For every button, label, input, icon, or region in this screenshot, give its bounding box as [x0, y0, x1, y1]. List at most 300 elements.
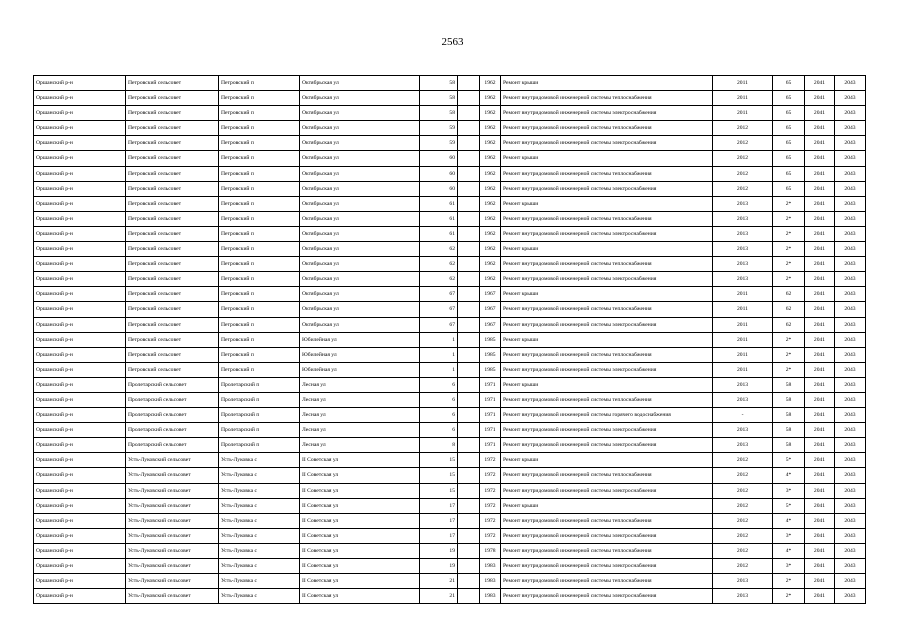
cell-plan: 2013 [713, 589, 773, 604]
table-row [34, 498, 866, 513]
cell-plan: 2012 [713, 136, 773, 151]
cell-work: Ремонт внутридомовой инженерной системы электроснабжения [501, 106, 713, 121]
cell-to: 2043 [835, 317, 866, 332]
cell-street: Октябрьская ул [300, 121, 420, 136]
cell-council: Пролетарский сельсовет [126, 438, 219, 453]
cell-locality: Петровский п [219, 91, 300, 106]
cell-age: 58 [773, 377, 805, 392]
cell-locality: Пролетарский п [219, 408, 300, 423]
cell-work: Ремонт крыши [501, 498, 713, 513]
cell-age: 62 [773, 302, 805, 317]
cell-to: 2043 [835, 453, 866, 468]
cell-from: 2041 [805, 196, 835, 211]
cell-work: Ремонт внутридомовой инженерной системы теплоснабжения [501, 121, 713, 136]
cell-house: 60 [420, 166, 458, 181]
cell-building [458, 226, 480, 241]
cell-to: 2043 [835, 438, 866, 453]
cell-plan: 2011 [713, 347, 773, 362]
cell-age: 3* [773, 528, 805, 543]
cell-work: Ремонт крыши [501, 453, 713, 468]
table-row [34, 513, 866, 528]
cell-locality: Петровский п [219, 302, 300, 317]
cell-from: 2041 [805, 589, 835, 604]
cell-to: 2043 [835, 408, 866, 423]
cell-district: Оршанский р-н [34, 589, 126, 604]
cell-plan: 2013 [713, 196, 773, 211]
cell-district: Оршанский р-н [34, 423, 126, 438]
cell-house: 6 [420, 377, 458, 392]
cell-district: Оршанский р-н [34, 302, 126, 317]
cell-locality: Пролетарский п [219, 392, 300, 407]
cell-work: Ремонт внутридомовой инженерной системы электроснабжения [501, 181, 713, 196]
cell-plan: 2012 [713, 151, 773, 166]
cell-built: 1972 [480, 483, 501, 498]
cell-building [458, 106, 480, 121]
cell-district: Оршанский р-н [34, 242, 126, 257]
cell-work: Ремонт внутридомовой инженерной системы теплоснабжения [501, 513, 713, 528]
cell-building [458, 151, 480, 166]
cell-house: 15 [420, 468, 458, 483]
cell-to: 2043 [835, 211, 866, 226]
cell-council: Петровский сельсовет [126, 302, 219, 317]
cell-street: Октябрьская ул [300, 136, 420, 151]
cell-street: Лесная ул [300, 408, 420, 423]
table-row [34, 242, 866, 257]
cell-work: Ремонт внутридомовой инженерной системы теплоснабжения [501, 543, 713, 558]
cell-built: 1962 [480, 272, 501, 287]
cell-to: 2043 [835, 166, 866, 181]
cell-locality: Петровский п [219, 151, 300, 166]
cell-locality: Петровский п [219, 332, 300, 347]
cell-locality: Усть-Луковка с [219, 483, 300, 498]
cell-age: 4* [773, 543, 805, 558]
cell-to: 2043 [835, 483, 866, 498]
cell-from: 2041 [805, 392, 835, 407]
cell-from: 2041 [805, 242, 835, 257]
cell-locality: Усть-Луковка с [219, 513, 300, 528]
cell-building [458, 287, 480, 302]
cell-district: Оршанский р-н [34, 106, 126, 121]
cell-council: Петровский сельсовет [126, 347, 219, 362]
cell-age: 2* [773, 272, 805, 287]
cell-built: 1971 [480, 377, 501, 392]
cell-building [458, 559, 480, 574]
cell-age: 5* [773, 453, 805, 468]
cell-plan: 2012 [713, 498, 773, 513]
cell-built: 1967 [480, 302, 501, 317]
cell-locality: Петровский п [219, 287, 300, 302]
cell-work: Ремонт крыши [501, 76, 713, 91]
cell-work: Ремонт внутридомовой инженерной системы теплоснабжения [501, 257, 713, 272]
table-row [34, 543, 866, 558]
cell-district: Оршанский р-н [34, 151, 126, 166]
cell-district: Оршанский р-н [34, 574, 126, 589]
table-row [34, 574, 866, 589]
cell-building [458, 528, 480, 543]
cell-from: 2041 [805, 151, 835, 166]
cell-to: 2043 [835, 302, 866, 317]
cell-locality: Усть-Луковка с [219, 574, 300, 589]
cell-built: 1971 [480, 392, 501, 407]
cell-work: Ремонт внутридомовой инженерной системы теплоснабжения [501, 392, 713, 407]
cell-house: 6 [420, 408, 458, 423]
cell-locality: Петровский п [219, 242, 300, 257]
cell-to: 2043 [835, 257, 866, 272]
cell-building [458, 392, 480, 407]
cell-plan: 2012 [713, 543, 773, 558]
cell-building [458, 347, 480, 362]
cell-building [458, 136, 480, 151]
cell-plan: 2011 [713, 332, 773, 347]
cell-building [458, 589, 480, 604]
cell-house: 1 [420, 347, 458, 362]
cell-district: Оршанский р-н [34, 483, 126, 498]
cell-from: 2041 [805, 76, 835, 91]
cell-locality: Петровский п [219, 226, 300, 241]
cell-work: Ремонт внутридомовой инженерной системы электроснабжения [501, 317, 713, 332]
cell-house: 67 [420, 287, 458, 302]
table-row [34, 468, 866, 483]
cell-built: 1983 [480, 589, 501, 604]
cell-built: 1962 [480, 166, 501, 181]
cell-council: Петровский сельсовет [126, 272, 219, 287]
cell-locality: Петровский п [219, 76, 300, 91]
cell-locality: Петровский п [219, 136, 300, 151]
cell-plan: 2012 [713, 483, 773, 498]
cell-age: 58 [773, 408, 805, 423]
cell-locality: Петровский п [219, 317, 300, 332]
table-row [34, 76, 866, 91]
cell-built: 1971 [480, 408, 501, 423]
cell-house: 15 [420, 453, 458, 468]
cell-district: Оршанский р-н [34, 392, 126, 407]
cell-work: Ремонт внутридомовой инженерной системы теплоснабжения [501, 166, 713, 181]
table-row [34, 106, 866, 121]
table-row [34, 377, 866, 392]
cell-built: 1962 [480, 242, 501, 257]
cell-locality: Петровский п [219, 196, 300, 211]
cell-locality: Петровский п [219, 211, 300, 226]
table-row [34, 392, 866, 407]
cell-built: 1972 [480, 513, 501, 528]
cell-age: 4* [773, 513, 805, 528]
cell-house: 19 [420, 543, 458, 558]
cell-street: Октябрьская ул [300, 91, 420, 106]
cell-district: Оршанский р-н [34, 226, 126, 241]
cell-building [458, 242, 480, 257]
cell-locality: Петровский п [219, 272, 300, 287]
cell-plan: 2013 [713, 242, 773, 257]
cell-council: Петровский сельсовет [126, 362, 219, 377]
cell-house: 1 [420, 362, 458, 377]
cell-age: 2* [773, 242, 805, 257]
cell-built: 1962 [480, 136, 501, 151]
cell-from: 2041 [805, 287, 835, 302]
cell-street: Октябрьская ул [300, 287, 420, 302]
cell-to: 2043 [835, 377, 866, 392]
cell-building [458, 257, 480, 272]
cell-locality: Петровский п [219, 257, 300, 272]
cell-plan: 2011 [713, 106, 773, 121]
cell-age: 65 [773, 76, 805, 91]
cell-building [458, 166, 480, 181]
cell-council: Усть-Луковский сельсовет [126, 498, 219, 513]
cell-age: 65 [773, 91, 805, 106]
cell-district: Оршанский р-н [34, 453, 126, 468]
cell-to: 2043 [835, 106, 866, 121]
cell-council: Петровский сельсовет [126, 106, 219, 121]
cell-from: 2041 [805, 136, 835, 151]
cell-locality: Пролетарский п [219, 377, 300, 392]
cell-work: Ремонт внутридомовой инженерной системы электроснабжения [501, 362, 713, 377]
cell-to: 2043 [835, 392, 866, 407]
table-row [34, 181, 866, 196]
cell-to: 2043 [835, 513, 866, 528]
cell-age: 65 [773, 121, 805, 136]
cell-locality: Усть-Луковка с [219, 498, 300, 513]
cell-house: 67 [420, 317, 458, 332]
cell-work: Ремонт внутридомовой инженерной системы теплоснабжения [501, 211, 713, 226]
cell-street: II Советская ул [300, 574, 420, 589]
cell-district: Оршанский р-н [34, 362, 126, 377]
cell-building [458, 211, 480, 226]
cell-from: 2041 [805, 181, 835, 196]
cell-building [458, 302, 480, 317]
cell-council: Петровский сельсовет [126, 332, 219, 347]
cell-district: Оршанский р-н [34, 287, 126, 302]
cell-council: Петровский сельсовет [126, 166, 219, 181]
cell-built: 1962 [480, 121, 501, 136]
cell-plan: 2013 [713, 257, 773, 272]
cell-council: Петровский сельсовет [126, 76, 219, 91]
cell-council: Петровский сельсовет [126, 196, 219, 211]
cell-house: 58 [420, 91, 458, 106]
cell-age: 3* [773, 559, 805, 574]
cell-to: 2043 [835, 559, 866, 574]
cell-from: 2041 [805, 211, 835, 226]
cell-district: Оршанский р-н [34, 181, 126, 196]
cell-council: Петровский сельсовет [126, 181, 219, 196]
table-body [34, 76, 866, 604]
cell-building [458, 181, 480, 196]
cell-built: 1985 [480, 347, 501, 362]
cell-from: 2041 [805, 121, 835, 136]
cell-house: 1 [420, 332, 458, 347]
cell-work: Ремонт внутридомовой инженерной системы электроснабжения [501, 136, 713, 151]
cell-street: Лесная ул [300, 438, 420, 453]
table-row [34, 528, 866, 543]
cell-to: 2043 [835, 574, 866, 589]
cell-house: 60 [420, 181, 458, 196]
cell-plan: 2012 [713, 166, 773, 181]
cell-district: Оршанский р-н [34, 332, 126, 347]
cell-building [458, 513, 480, 528]
cell-to: 2043 [835, 347, 866, 362]
cell-council: Петровский сельсовет [126, 136, 219, 151]
cell-house: 62 [420, 257, 458, 272]
cell-council: Усть-Луковский сельсовет [126, 543, 219, 558]
cell-work: Ремонт внутридомовой инженерной системы электроснабжения [501, 559, 713, 574]
cell-locality: Усть-Луковка с [219, 468, 300, 483]
cell-street: Юбилейная ул [300, 362, 420, 377]
cell-built: 1962 [480, 106, 501, 121]
cell-built: 1971 [480, 423, 501, 438]
cell-street: II Советская ул [300, 528, 420, 543]
cell-to: 2043 [835, 362, 866, 377]
cell-building [458, 498, 480, 513]
cell-work: Ремонт внутридомовой инженерной системы теплоснабжения [501, 468, 713, 483]
cell-plan: 2011 [713, 287, 773, 302]
cell-building [458, 317, 480, 332]
table-row [34, 302, 866, 317]
cell-work: Ремонт крыши [501, 332, 713, 347]
table-row [34, 589, 866, 604]
cell-age: 4* [773, 468, 805, 483]
cell-built: 1962 [480, 226, 501, 241]
cell-from: 2041 [805, 106, 835, 121]
cell-from: 2041 [805, 423, 835, 438]
cell-age: 2* [773, 196, 805, 211]
cell-to: 2043 [835, 468, 866, 483]
cell-from: 2041 [805, 347, 835, 362]
table-row [34, 136, 866, 151]
cell-plan: 2013 [713, 272, 773, 287]
cell-house: 60 [420, 151, 458, 166]
cell-council: Усть-Луковский сельсовет [126, 513, 219, 528]
cell-plan: 2013 [713, 211, 773, 226]
cell-council: Петровский сельсовет [126, 257, 219, 272]
table-row [34, 226, 866, 241]
cell-district: Оршанский р-н [34, 121, 126, 136]
cell-street: Октябрьская ул [300, 166, 420, 181]
cell-work: Ремонт внутридомовой инженерной системы электроснабжения [501, 589, 713, 604]
cell-from: 2041 [805, 408, 835, 423]
cell-district: Оршанский р-н [34, 76, 126, 91]
cell-plan: 2012 [713, 528, 773, 543]
table-row [34, 196, 866, 211]
cell-locality: Петровский п [219, 181, 300, 196]
cell-from: 2041 [805, 559, 835, 574]
cell-to: 2043 [835, 543, 866, 558]
cell-work: Ремонт крыши [501, 287, 713, 302]
cell-age: 58 [773, 423, 805, 438]
cell-to: 2043 [835, 151, 866, 166]
cell-age: 62 [773, 317, 805, 332]
cell-built: 1985 [480, 332, 501, 347]
cell-plan: 2011 [713, 76, 773, 91]
cell-built: 1962 [480, 181, 501, 196]
cell-council: Усть-Луковский сельсовет [126, 589, 219, 604]
cell-council: Усть-Луковский сельсовет [126, 453, 219, 468]
cell-house: 17 [420, 498, 458, 513]
cell-to: 2043 [835, 136, 866, 151]
cell-to: 2043 [835, 589, 866, 604]
cell-plan: 2011 [713, 91, 773, 106]
cell-building [458, 543, 480, 558]
cell-house: 62 [420, 242, 458, 257]
cell-built: 1967 [480, 317, 501, 332]
cell-street: Октябрьская ул [300, 317, 420, 332]
cell-district: Оршанский р-н [34, 468, 126, 483]
cell-built: 1983 [480, 574, 501, 589]
cell-age: 2* [773, 574, 805, 589]
table-row [34, 317, 866, 332]
cell-district: Оршанский р-н [34, 272, 126, 287]
table-row [34, 151, 866, 166]
cell-from: 2041 [805, 513, 835, 528]
table-row [34, 408, 866, 423]
cell-work: Ремонт внутридомовой инженерной системы электроснабжения [501, 528, 713, 543]
cell-from: 2041 [805, 257, 835, 272]
cell-house: 58 [420, 106, 458, 121]
cell-from: 2041 [805, 302, 835, 317]
cell-built: 1985 [480, 362, 501, 377]
cell-house: 58 [420, 76, 458, 91]
cell-district: Оршанский р-н [34, 559, 126, 574]
cell-built: 1972 [480, 498, 501, 513]
cell-plan: 2012 [713, 453, 773, 468]
cell-plan: 2012 [713, 121, 773, 136]
cell-street: Октябрьская ул [300, 76, 420, 91]
repair-schedule-table [33, 75, 866, 604]
cell-work: Ремонт внутридомовой инженерной системы электроснабжения [501, 272, 713, 287]
cell-street: II Советская ул [300, 543, 420, 558]
cell-locality: Пролетарский п [219, 438, 300, 453]
cell-plan: 2012 [713, 559, 773, 574]
cell-street: Юбилейная ул [300, 347, 420, 362]
cell-locality: Усть-Луковка с [219, 528, 300, 543]
cell-street: II Советская ул [300, 483, 420, 498]
cell-street: II Советская ул [300, 589, 420, 604]
cell-work: Ремонт крыши [501, 242, 713, 257]
cell-locality: Петровский п [219, 121, 300, 136]
cell-work: Ремонт внутридомовой инженерной системы горячего водоснабжения [501, 408, 713, 423]
cell-street: II Советская ул [300, 453, 420, 468]
cell-age: 2* [773, 589, 805, 604]
cell-locality: Усть-Луковка с [219, 543, 300, 558]
cell-to: 2043 [835, 423, 866, 438]
cell-council: Петровский сельсовет [126, 317, 219, 332]
cell-age: 65 [773, 151, 805, 166]
cell-age: 2* [773, 347, 805, 362]
cell-to: 2043 [835, 332, 866, 347]
cell-locality: Усть-Луковка с [219, 589, 300, 604]
table-row [34, 257, 866, 272]
cell-district: Оршанский р-н [34, 438, 126, 453]
cell-house: 61 [420, 196, 458, 211]
cell-age: 62 [773, 287, 805, 302]
cell-to: 2043 [835, 196, 866, 211]
cell-work: Ремонт внутридомовой инженерной системы электроснабжения [501, 423, 713, 438]
cell-street: Октябрьская ул [300, 211, 420, 226]
cell-street: II Советская ул [300, 498, 420, 513]
cell-from: 2041 [805, 483, 835, 498]
cell-house: 61 [420, 226, 458, 241]
cell-from: 2041 [805, 362, 835, 377]
cell-street: Октябрьская ул [300, 181, 420, 196]
cell-district: Оршанский р-н [34, 528, 126, 543]
cell-street: Октябрьская ул [300, 302, 420, 317]
cell-house: 8 [420, 438, 458, 453]
table-row [34, 347, 866, 362]
cell-age: 2* [773, 257, 805, 272]
cell-built: 1962 [480, 151, 501, 166]
cell-building [458, 423, 480, 438]
cell-from: 2041 [805, 438, 835, 453]
cell-council: Петровский сельсовет [126, 121, 219, 136]
cell-street: II Советская ул [300, 513, 420, 528]
cell-plan: 2012 [713, 181, 773, 196]
